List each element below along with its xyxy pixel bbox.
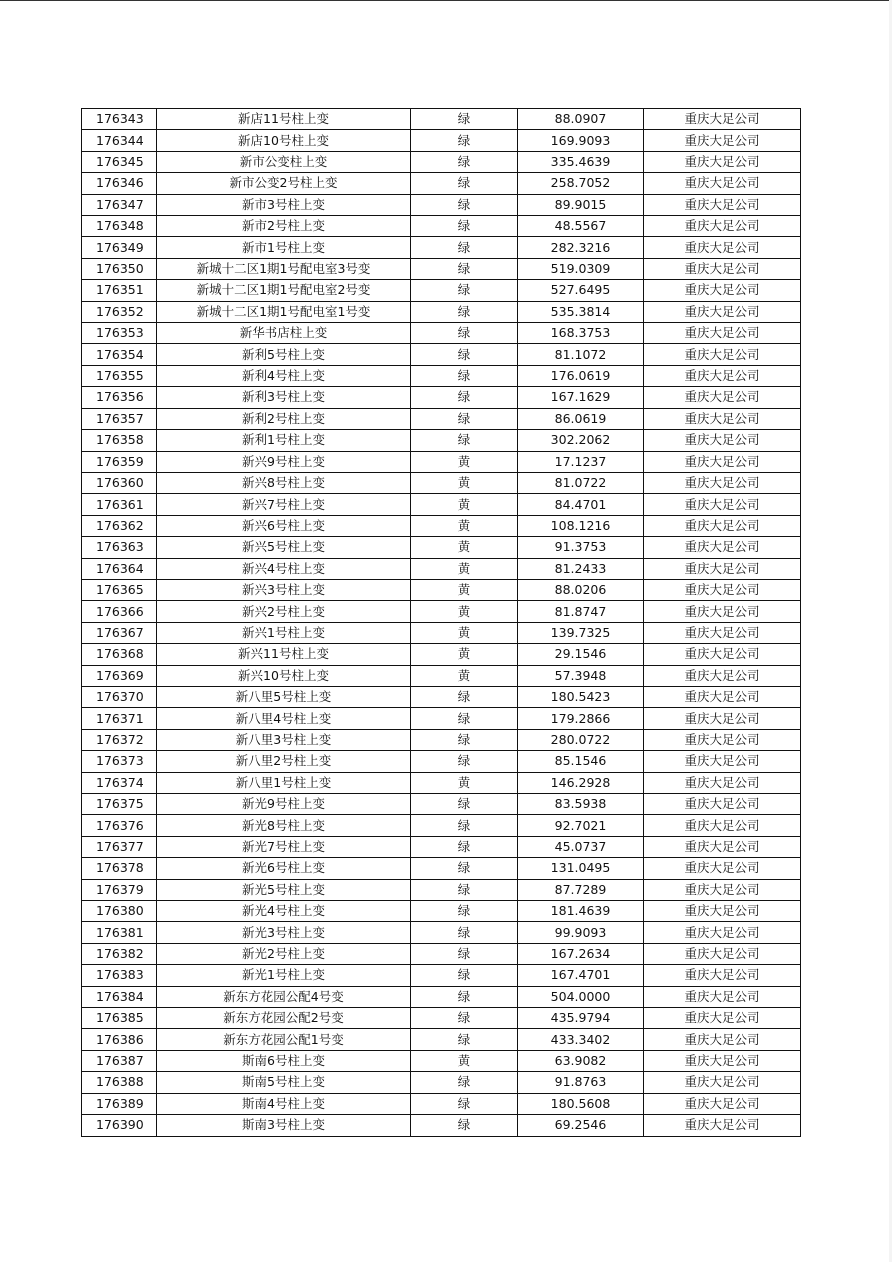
table-row <box>82 751 801 772</box>
cell-value: 88.0206 <box>518 579 644 600</box>
table-row <box>82 815 801 836</box>
cell-company: 重庆大足公司 <box>644 1072 801 1093</box>
cell-value: 48.5567 <box>518 216 644 237</box>
cell-name: 新市公变柱上变 <box>157 151 411 172</box>
cell-id: 176348 <box>82 216 157 237</box>
cell-value: 535.3814 <box>518 301 644 322</box>
table-row <box>82 430 801 451</box>
page-top-border <box>0 0 892 1</box>
cell-name: 新市3号柱上变 <box>157 194 411 215</box>
cell-company: 重庆大足公司 <box>644 130 801 151</box>
table-row <box>82 708 801 729</box>
cell-status: 绿 <box>411 365 518 386</box>
cell-status: 绿 <box>411 686 518 707</box>
cell-name: 新兴5号柱上变 <box>157 537 411 558</box>
cell-name: 新东方花园公配2号变 <box>157 1008 411 1029</box>
table-row <box>82 515 801 536</box>
cell-value: 176.0619 <box>518 365 644 386</box>
cell-id: 176382 <box>82 943 157 964</box>
cell-status: 绿 <box>411 430 518 451</box>
table-row <box>82 344 801 365</box>
table-row <box>82 558 801 579</box>
cell-company: 重庆大足公司 <box>644 901 801 922</box>
cell-id: 176381 <box>82 922 157 943</box>
table-row <box>82 408 801 429</box>
cell-value: 81.1072 <box>518 344 644 365</box>
cell-name: 新华书店柱上变 <box>157 323 411 344</box>
cell-name: 新光2号柱上变 <box>157 943 411 964</box>
cell-status: 绿 <box>411 1115 518 1136</box>
cell-company: 重庆大足公司 <box>644 515 801 536</box>
cell-name: 新兴4号柱上变 <box>157 558 411 579</box>
cell-status: 绿 <box>411 130 518 151</box>
table-row <box>82 323 801 344</box>
cell-name: 新店10号柱上变 <box>157 130 411 151</box>
cell-company: 重庆大足公司 <box>644 665 801 686</box>
cell-id: 176350 <box>82 258 157 279</box>
cell-company: 重庆大足公司 <box>644 836 801 857</box>
cell-value: 258.7052 <box>518 173 644 194</box>
cell-id: 176371 <box>82 708 157 729</box>
cell-id: 176377 <box>82 836 157 857</box>
cell-status: 绿 <box>411 858 518 879</box>
table-row <box>82 173 801 194</box>
cell-company: 重庆大足公司 <box>644 280 801 301</box>
table-row <box>82 109 801 130</box>
cell-status: 绿 <box>411 922 518 943</box>
cell-id: 176389 <box>82 1093 157 1114</box>
cell-company: 重庆大足公司 <box>644 772 801 793</box>
cell-value: 179.2866 <box>518 708 644 729</box>
cell-status: 黄 <box>411 622 518 643</box>
cell-value: 180.5423 <box>518 686 644 707</box>
cell-status: 绿 <box>411 1093 518 1114</box>
cell-company: 重庆大足公司 <box>644 1029 801 1050</box>
cell-id: 176344 <box>82 130 157 151</box>
cell-company: 重庆大足公司 <box>644 387 801 408</box>
cell-company: 重庆大足公司 <box>644 408 801 429</box>
cell-status: 绿 <box>411 1072 518 1093</box>
cell-value: 81.0722 <box>518 472 644 493</box>
cell-company: 重庆大足公司 <box>644 794 801 815</box>
cell-value: 146.2928 <box>518 772 644 793</box>
cell-value: 180.5608 <box>518 1093 644 1114</box>
cell-status: 绿 <box>411 965 518 986</box>
cell-value: 282.3216 <box>518 237 644 258</box>
cell-name: 新八里5号柱上变 <box>157 686 411 707</box>
cell-company: 重庆大足公司 <box>644 922 801 943</box>
cell-value: 335.4639 <box>518 151 644 172</box>
table-row <box>82 601 801 622</box>
table-row <box>82 858 801 879</box>
cell-status: 绿 <box>411 794 518 815</box>
cell-name: 新兴10号柱上变 <box>157 665 411 686</box>
cell-id: 176380 <box>82 901 157 922</box>
cell-company: 重庆大足公司 <box>644 194 801 215</box>
cell-status: 绿 <box>411 237 518 258</box>
cell-company: 重庆大足公司 <box>644 173 801 194</box>
cell-id: 176357 <box>82 408 157 429</box>
table-row <box>82 794 801 815</box>
table-body <box>82 109 801 1137</box>
cell-id: 176386 <box>82 1029 157 1050</box>
table-row <box>82 365 801 386</box>
cell-status: 绿 <box>411 815 518 836</box>
cell-id: 176359 <box>82 451 157 472</box>
cell-name: 新利1号柱上变 <box>157 430 411 451</box>
cell-value: 91.3753 <box>518 537 644 558</box>
table-row <box>82 922 801 943</box>
table-row <box>82 772 801 793</box>
cell-status: 黄 <box>411 494 518 515</box>
cell-company: 重庆大足公司 <box>644 301 801 322</box>
cell-status: 绿 <box>411 1029 518 1050</box>
table-row <box>82 494 801 515</box>
cell-name: 新店11号柱上变 <box>157 109 411 130</box>
cell-status: 绿 <box>411 301 518 322</box>
cell-name: 新东方花园公配4号变 <box>157 986 411 1007</box>
cell-company: 重庆大足公司 <box>644 751 801 772</box>
cell-name: 新市2号柱上变 <box>157 216 411 237</box>
cell-company: 重庆大足公司 <box>644 601 801 622</box>
table-row <box>82 879 801 900</box>
cell-id: 176385 <box>82 1008 157 1029</box>
cell-name: 新市公变2号柱上变 <box>157 173 411 194</box>
cell-name: 新利5号柱上变 <box>157 344 411 365</box>
table-row <box>82 1115 801 1136</box>
table-row <box>82 622 801 643</box>
cell-name: 斯南3号柱上变 <box>157 1115 411 1136</box>
cell-company: 重庆大足公司 <box>644 943 801 964</box>
cell-name: 新八里2号柱上变 <box>157 751 411 772</box>
cell-name: 新八里1号柱上变 <box>157 772 411 793</box>
cell-value: 181.4639 <box>518 901 644 922</box>
cell-id: 176375 <box>82 794 157 815</box>
cell-name: 新兴2号柱上变 <box>157 601 411 622</box>
table-row <box>82 387 801 408</box>
cell-name: 新兴1号柱上变 <box>157 622 411 643</box>
cell-status: 绿 <box>411 216 518 237</box>
cell-id: 176362 <box>82 515 157 536</box>
cell-value: 169.9093 <box>518 130 644 151</box>
table-row <box>82 943 801 964</box>
cell-status: 绿 <box>411 879 518 900</box>
cell-company: 重庆大足公司 <box>644 858 801 879</box>
cell-id: 176364 <box>82 558 157 579</box>
cell-id: 176360 <box>82 472 157 493</box>
cell-id: 176388 <box>82 1072 157 1093</box>
cell-status: 绿 <box>411 901 518 922</box>
table-row <box>82 237 801 258</box>
cell-value: 280.0722 <box>518 729 644 750</box>
cell-company: 重庆大足公司 <box>644 216 801 237</box>
cell-id: 176367 <box>82 622 157 643</box>
cell-id: 176368 <box>82 644 157 665</box>
table-row <box>82 836 801 857</box>
cell-name: 新兴6号柱上变 <box>157 515 411 536</box>
cell-name: 新兴9号柱上变 <box>157 451 411 472</box>
cell-id: 176347 <box>82 194 157 215</box>
cell-id: 176372 <box>82 729 157 750</box>
cell-id: 176369 <box>82 665 157 686</box>
table-row <box>82 130 801 151</box>
cell-company: 重庆大足公司 <box>644 237 801 258</box>
cell-name: 斯南6号柱上变 <box>157 1050 411 1071</box>
cell-name: 新光9号柱上变 <box>157 794 411 815</box>
cell-value: 29.1546 <box>518 644 644 665</box>
cell-id: 176374 <box>82 772 157 793</box>
cell-value: 92.7021 <box>518 815 644 836</box>
cell-company: 重庆大足公司 <box>644 1050 801 1071</box>
cell-value: 99.9093 <box>518 922 644 943</box>
table-row <box>82 965 801 986</box>
cell-value: 88.0907 <box>518 109 644 130</box>
cell-name: 新八里4号柱上变 <box>157 708 411 729</box>
table-row <box>82 665 801 686</box>
cell-name: 新兴8号柱上变 <box>157 472 411 493</box>
cell-name: 新光4号柱上变 <box>157 901 411 922</box>
cell-value: 433.3402 <box>518 1029 644 1050</box>
cell-id: 176346 <box>82 173 157 194</box>
cell-value: 86.0619 <box>518 408 644 429</box>
cell-name: 斯南4号柱上变 <box>157 1093 411 1114</box>
cell-id: 176365 <box>82 579 157 600</box>
cell-status: 绿 <box>411 258 518 279</box>
cell-status: 绿 <box>411 986 518 1007</box>
cell-name: 新利4号柱上变 <box>157 365 411 386</box>
cell-name: 新城十二区1期1号配电室3号变 <box>157 258 411 279</box>
cell-name: 新城十二区1期1号配电室2号变 <box>157 280 411 301</box>
cell-status: 绿 <box>411 194 518 215</box>
cell-id: 176383 <box>82 965 157 986</box>
cell-name: 新光7号柱上变 <box>157 836 411 857</box>
cell-id: 176358 <box>82 430 157 451</box>
cell-name: 新利3号柱上变 <box>157 387 411 408</box>
table-row <box>82 301 801 322</box>
cell-company: 重庆大足公司 <box>644 558 801 579</box>
transformer-table <box>81 108 801 1137</box>
cell-status: 黄 <box>411 537 518 558</box>
cell-company: 重庆大足公司 <box>644 879 801 900</box>
cell-name: 新光1号柱上变 <box>157 965 411 986</box>
cell-company: 重庆大足公司 <box>644 1008 801 1029</box>
cell-id: 176387 <box>82 1050 157 1071</box>
cell-value: 519.0309 <box>518 258 644 279</box>
cell-id: 176349 <box>82 237 157 258</box>
table-row <box>82 644 801 665</box>
cell-name: 新光8号柱上变 <box>157 815 411 836</box>
cell-status: 绿 <box>411 344 518 365</box>
table-row <box>82 729 801 750</box>
table-row <box>82 472 801 493</box>
table-row <box>82 280 801 301</box>
cell-status: 黄 <box>411 772 518 793</box>
cell-name: 新八里3号柱上变 <box>157 729 411 750</box>
cell-id: 176373 <box>82 751 157 772</box>
cell-company: 重庆大足公司 <box>644 686 801 707</box>
cell-company: 重庆大足公司 <box>644 365 801 386</box>
cell-company: 重庆大足公司 <box>644 622 801 643</box>
cell-company: 重庆大足公司 <box>644 965 801 986</box>
cell-company: 重庆大足公司 <box>644 815 801 836</box>
cell-status: 绿 <box>411 1008 518 1029</box>
cell-status: 绿 <box>411 173 518 194</box>
cell-status: 绿 <box>411 280 518 301</box>
cell-value: 87.7289 <box>518 879 644 900</box>
table-row <box>82 258 801 279</box>
cell-status: 黄 <box>411 579 518 600</box>
cell-id: 176378 <box>82 858 157 879</box>
cell-id: 176370 <box>82 686 157 707</box>
cell-company: 重庆大足公司 <box>644 708 801 729</box>
table-row <box>82 1029 801 1050</box>
cell-status: 黄 <box>411 558 518 579</box>
cell-status: 绿 <box>411 729 518 750</box>
cell-company: 重庆大足公司 <box>644 729 801 750</box>
cell-status: 绿 <box>411 387 518 408</box>
cell-status: 黄 <box>411 515 518 536</box>
cell-company: 重庆大足公司 <box>644 494 801 515</box>
table-row <box>82 986 801 1007</box>
table-row <box>82 1050 801 1071</box>
table-row <box>82 194 801 215</box>
cell-name: 新兴11号柱上变 <box>157 644 411 665</box>
cell-id: 176363 <box>82 537 157 558</box>
cell-status: 绿 <box>411 323 518 344</box>
cell-value: 63.9082 <box>518 1050 644 1071</box>
cell-company: 重庆大足公司 <box>644 644 801 665</box>
table-row <box>82 151 801 172</box>
cell-company: 重庆大足公司 <box>644 323 801 344</box>
cell-name: 新兴7号柱上变 <box>157 494 411 515</box>
cell-value: 83.5938 <box>518 794 644 815</box>
cell-value: 139.7325 <box>518 622 644 643</box>
cell-status: 黄 <box>411 1050 518 1071</box>
cell-id: 176355 <box>82 365 157 386</box>
cell-value: 167.2634 <box>518 943 644 964</box>
cell-status: 黄 <box>411 644 518 665</box>
cell-status: 绿 <box>411 943 518 964</box>
table-row <box>82 1093 801 1114</box>
cell-name: 新东方花园公配1号变 <box>157 1029 411 1050</box>
cell-id: 176376 <box>82 815 157 836</box>
table-row <box>82 686 801 707</box>
cell-name: 新光3号柱上变 <box>157 922 411 943</box>
cell-status: 绿 <box>411 751 518 772</box>
cell-status: 黄 <box>411 665 518 686</box>
table-row <box>82 579 801 600</box>
cell-value: 91.8763 <box>518 1072 644 1093</box>
cell-value: 168.3753 <box>518 323 644 344</box>
cell-status: 黄 <box>411 451 518 472</box>
cell-status: 绿 <box>411 151 518 172</box>
cell-status: 绿 <box>411 408 518 429</box>
cell-value: 89.9015 <box>518 194 644 215</box>
cell-company: 重庆大足公司 <box>644 109 801 130</box>
table-row <box>82 1072 801 1093</box>
cell-name: 新城十二区1期1号配电室1号变 <box>157 301 411 322</box>
cell-name: 新市1号柱上变 <box>157 237 411 258</box>
table-row <box>82 216 801 237</box>
cell-status: 绿 <box>411 708 518 729</box>
cell-company: 重庆大足公司 <box>644 258 801 279</box>
cell-id: 176345 <box>82 151 157 172</box>
cell-status: 黄 <box>411 472 518 493</box>
cell-value: 504.0000 <box>518 986 644 1007</box>
table-row <box>82 537 801 558</box>
cell-company: 重庆大足公司 <box>644 1115 801 1136</box>
cell-company: 重庆大足公司 <box>644 1093 801 1114</box>
table-row <box>82 901 801 922</box>
cell-name: 新兴3号柱上变 <box>157 579 411 600</box>
cell-status: 绿 <box>411 836 518 857</box>
cell-id: 176390 <box>82 1115 157 1136</box>
cell-company: 重庆大足公司 <box>644 537 801 558</box>
cell-value: 302.2062 <box>518 430 644 451</box>
table-row <box>82 1008 801 1029</box>
cell-company: 重庆大足公司 <box>644 151 801 172</box>
cell-id: 176384 <box>82 986 157 1007</box>
cell-company: 重庆大足公司 <box>644 344 801 365</box>
cell-value: 84.4701 <box>518 494 644 515</box>
cell-value: 167.4701 <box>518 965 644 986</box>
cell-status: 黄 <box>411 601 518 622</box>
cell-id: 176343 <box>82 109 157 130</box>
cell-value: 45.0737 <box>518 836 644 857</box>
cell-company: 重庆大足公司 <box>644 472 801 493</box>
cell-id: 176366 <box>82 601 157 622</box>
cell-name: 新光6号柱上变 <box>157 858 411 879</box>
cell-name: 新利2号柱上变 <box>157 408 411 429</box>
cell-value: 167.1629 <box>518 387 644 408</box>
cell-name: 斯南5号柱上变 <box>157 1072 411 1093</box>
cell-id: 176354 <box>82 344 157 365</box>
cell-value: 527.6495 <box>518 280 644 301</box>
cell-company: 重庆大足公司 <box>644 430 801 451</box>
cell-value: 81.8747 <box>518 601 644 622</box>
cell-value: 69.2546 <box>518 1115 644 1136</box>
table-row <box>82 451 801 472</box>
cell-value: 81.2433 <box>518 558 644 579</box>
cell-id: 176356 <box>82 387 157 408</box>
cell-company: 重庆大足公司 <box>644 986 801 1007</box>
cell-id: 176353 <box>82 323 157 344</box>
cell-value: 435.9794 <box>518 1008 644 1029</box>
cell-id: 176351 <box>82 280 157 301</box>
cell-id: 176379 <box>82 879 157 900</box>
cell-value: 57.3948 <box>518 665 644 686</box>
cell-id: 176361 <box>82 494 157 515</box>
cell-value: 17.1237 <box>518 451 644 472</box>
cell-value: 85.1546 <box>518 751 644 772</box>
cell-id: 176352 <box>82 301 157 322</box>
cell-value: 131.0495 <box>518 858 644 879</box>
cell-value: 108.1216 <box>518 515 644 536</box>
cell-name: 新光5号柱上变 <box>157 879 411 900</box>
cell-company: 重庆大足公司 <box>644 579 801 600</box>
cell-status: 绿 <box>411 109 518 130</box>
cell-company: 重庆大足公司 <box>644 451 801 472</box>
